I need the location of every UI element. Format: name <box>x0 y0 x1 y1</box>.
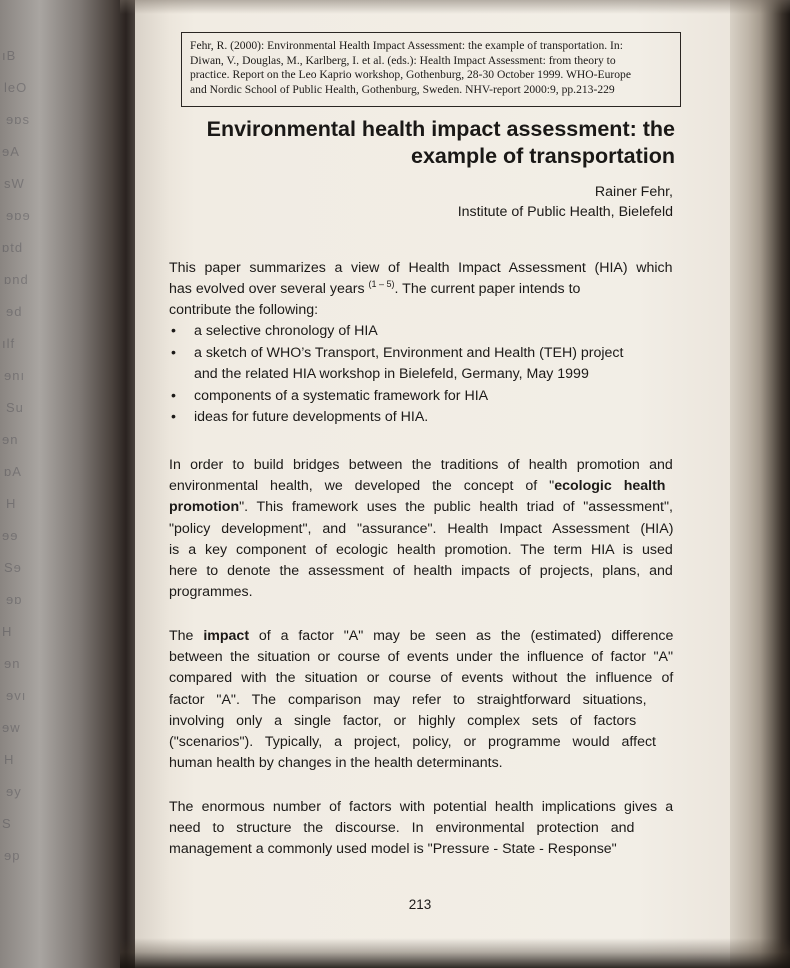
citation-line: and Nordic School of Public Health, Gothenburg, Sweden. NHV-report 2000:9, pp.213-229 <box>190 82 615 96</box>
paragraph-line: compared with the situation or course of events without the influence of <box>169 670 674 687</box>
bleed-through-glyphs: Su <box>6 400 24 415</box>
bleed-through-glyphs: ɒA <box>4 464 22 479</box>
bleed-through-glyphs: ɘnı <box>4 368 26 383</box>
list-item-text: ideas for future developments of HIA. <box>194 409 429 425</box>
text-run: The <box>169 628 204 644</box>
paragraph-line <box>169 626 673 647</box>
intro-text: has evolved over several years <box>169 281 365 298</box>
bleed-through-glyphs: ılf <box>2 336 16 351</box>
bleed-through-glyphs: sW <box>4 176 25 191</box>
bleed-through-glyphs: ɘɘ <box>2 528 19 543</box>
bleed-through-glyphs: ɘɒs <box>6 112 30 127</box>
intro-text: . The current paper intends to <box>394 281 581 298</box>
author-block <box>300 182 673 222</box>
paragraph-line: need to structure the discourse. In environmental protection and <box>169 820 635 837</box>
bleed-through-glyphs: ɘp <box>4 848 21 863</box>
paragraph-line: This paper summarizes a view of Health Impact Assessment (HIA) which <box>169 260 673 276</box>
bleed-through-glyphs: S <box>2 816 12 831</box>
bullet-list <box>169 321 679 429</box>
intro-paragraph <box>169 258 673 322</box>
bleed-through-glyphs: H <box>2 624 13 639</box>
paragraph-line <box>169 497 673 518</box>
list-item <box>169 407 679 429</box>
author-affiliation: Institute of Public Health, Bielefeld <box>457 204 673 220</box>
paragraph-line: "policy development", and "assurance". Health Impact Assessment (HIA) <box>169 520 674 537</box>
list-item-text: components of a systematic framework for HIA <box>194 387 489 404</box>
bold-term: impact <box>203 628 250 644</box>
list-item-text: and the related HIA workshop in Bielefeld, Germany, May 1999 <box>194 366 589 382</box>
paragraph-line: The enormous number of factors with potential health implications gives a <box>169 799 674 815</box>
paragraph-line <box>169 476 673 497</box>
paragraph-line: between the situation or course of events under the influence of factor "A" <box>169 649 673 666</box>
bold-term: promotion <box>169 499 240 516</box>
bullet-icon: • <box>171 344 176 361</box>
bleed-through-glyphs: H <box>6 496 17 511</box>
page-bottom-shadow <box>120 938 790 968</box>
bleed-through-glyphs: ɒnd <box>4 272 29 287</box>
bullet-icon: • <box>171 323 176 339</box>
bleed-through-glyphs: ɘɒ <box>6 592 23 607</box>
bold-term: ecologic health <box>554 478 666 495</box>
citation-line: Diwan, V., Douglas, M., Karlberg, I. et al. (eds.): Health Impact Assessment: from theory to <box>190 53 616 67</box>
title-line-1: Environmental health impact assessment: the <box>206 117 675 141</box>
body-paragraph-3 <box>169 626 673 774</box>
bleed-through-glyphs: ɒtd <box>2 240 24 255</box>
bleed-through-glyphs: ɘɒɘ <box>6 208 31 223</box>
list-item <box>169 321 679 343</box>
citation-line: practice. Report on the Leo Kaprio workshop, Gothenburg, 28-30 October 1999. WHO-Europe <box>190 68 631 82</box>
bleed-through-glyphs: ɘn <box>2 432 19 447</box>
citation-line: Fehr, R. (2000): Environmental Health Impact Assessment: the example of transportation. In: <box>190 39 623 52</box>
list-item-text: a selective chronology of HIA <box>194 323 378 339</box>
list-item-text: a sketch of WHO’s Transport, Environment and Health (TEH) project <box>194 344 624 361</box>
bleed-through-glyphs: ɘn <box>4 656 21 671</box>
bleed-through-glyphs: Sɘ <box>4 560 22 575</box>
paragraph-line: human health by changes in the health determinants. <box>169 755 503 772</box>
paragraph-line: is a key component of ecologic health promotion. The term HIA is used <box>169 541 673 558</box>
text-run: of a factor "A" may be seen as the (estimated) difference <box>249 628 674 644</box>
paragraph-line: involving only a single factor, or highly complex sets of factors <box>169 712 637 729</box>
paragraph-line: programmes. <box>169 584 253 601</box>
text-run: environmental health, we developed the concept of " <box>169 478 555 495</box>
bleed-through-glyphs: ɘA <box>2 144 20 159</box>
bleed-through-glyphs: H <box>4 752 15 767</box>
bleed-through-glyphs: leO <box>4 80 28 95</box>
article-title <box>160 116 675 170</box>
bleed-through-glyphs: ɘvı <box>6 688 27 703</box>
bleed-through-glyphs: ıB <box>2 48 17 63</box>
list-item-continuation <box>169 364 679 386</box>
bullet-icon: • <box>171 387 176 404</box>
page-top-shadow <box>120 0 790 14</box>
body-paragraph-2 <box>169 455 673 603</box>
paragraph-line: management a commonly used model is "Pressure - State - Response" <box>169 841 617 858</box>
paragraph-line <box>169 279 673 300</box>
paragraph-line: In order to build bridges between the traditions of health promotion and <box>169 457 673 473</box>
author-name: Rainer Fehr, <box>594 184 673 200</box>
bleed-through-glyphs: ɘd <box>6 304 23 319</box>
book-binding-shadow <box>0 0 150 968</box>
paragraph-line: here to denote the assessment of health impacts of projects, plans, and <box>169 563 673 580</box>
paragraph-line: ("scenarios"). Typically, a project, policy, or programme would affect <box>169 734 656 751</box>
list-item <box>169 386 679 408</box>
text-run: ". This framework uses the public health triad of "assessment", <box>239 499 673 516</box>
title-line-2: example of transportation <box>410 144 675 168</box>
citation-box <box>181 32 681 107</box>
paragraph-line: contribute the following: <box>169 302 319 319</box>
bleed-through-glyphs: ɘw <box>2 720 21 735</box>
page-stack-edge <box>730 0 790 968</box>
page-number: 213 <box>408 897 432 912</box>
paragraph-line: factor "A". The comparison may refer to straightforward situations, <box>169 691 647 708</box>
list-item <box>169 343 679 365</box>
bullet-icon: • <box>171 409 176 425</box>
reference-superscript: (1 – 5) <box>368 279 395 290</box>
bleed-through-glyphs: ɘy <box>6 784 22 799</box>
body-paragraph-4 <box>169 797 673 861</box>
